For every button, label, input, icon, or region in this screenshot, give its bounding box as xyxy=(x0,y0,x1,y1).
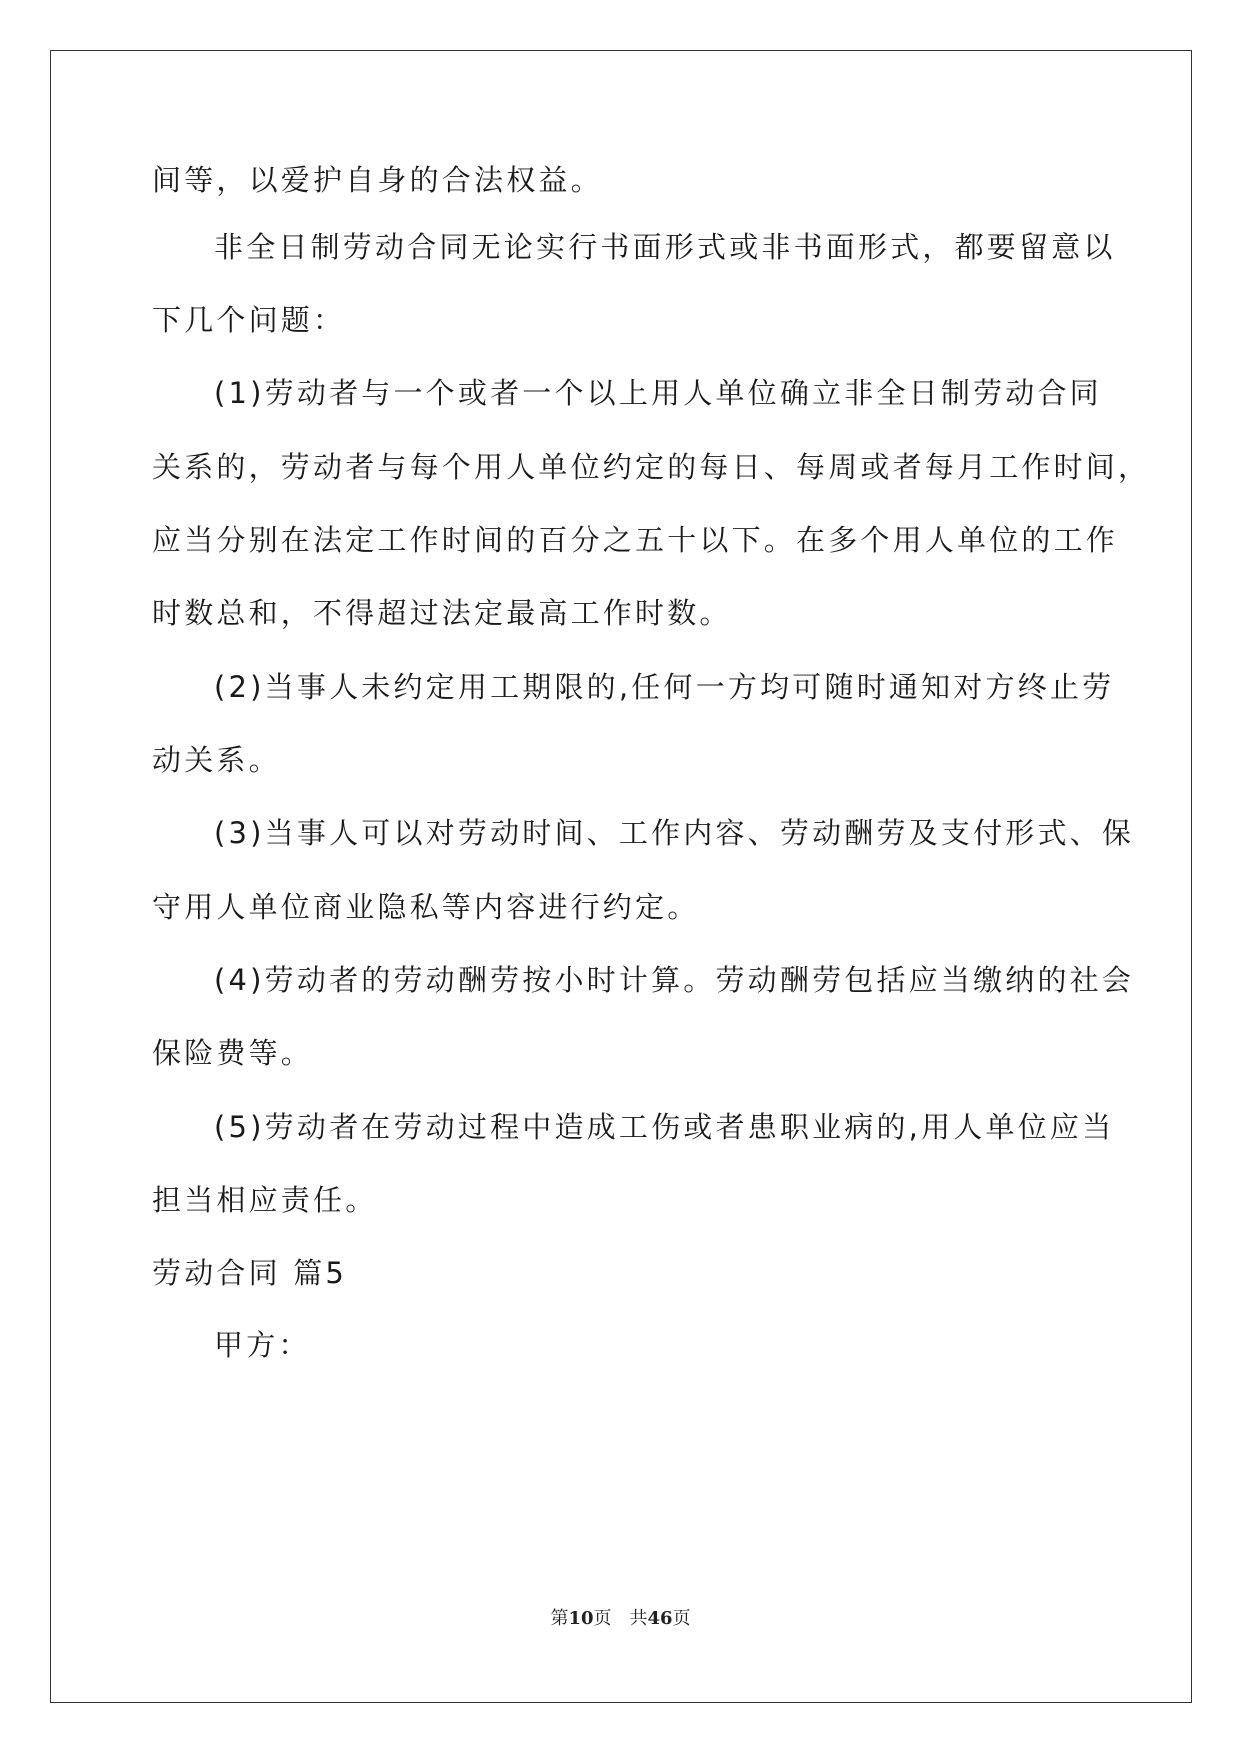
text-line: 担当相应责任。 xyxy=(152,1183,378,1217)
list-item-1-line: (1)劳动者与一个或者一个以上用人单位确立非全日制劳动合同 xyxy=(214,376,1102,410)
party-a-label: 甲方： xyxy=(214,1328,311,1362)
page-number: 10 xyxy=(568,1608,594,1629)
page-prefix: 第 xyxy=(550,1608,569,1629)
list-item-5-line: (5)劳动者在劳动过程中造成工伤或者患职业病的,用人单位应当 xyxy=(214,1110,1115,1144)
page-border xyxy=(50,50,1192,1703)
page-footer xyxy=(0,1604,1241,1630)
list-item-4-line: (4)劳动者的劳动酬劳按小时计算。劳动酬劳包括应当缴纳的社会 xyxy=(214,963,1135,997)
page-suffix: 页 xyxy=(593,1608,612,1629)
text-line: 时数总和，不得超过法定最高工作时数。 xyxy=(152,596,732,630)
text-line: 关系的，劳动者与每个用人单位约定的每日、每周或者每月工作时间， xyxy=(152,450,1151,484)
text-line: 守用人单位商业隐私等内容进行约定。 xyxy=(152,890,700,924)
text-line: 保险费等。 xyxy=(152,1036,314,1070)
total-prefix: 共 xyxy=(629,1608,648,1629)
text-line: 下几个问题： xyxy=(152,303,346,337)
text-line: 应当分别在法定工作时间的百分之五十以下。在多个用人单位的工作 xyxy=(152,523,1119,557)
text-line: 间等，以爱护自身的合法权益。 xyxy=(152,163,603,197)
section-heading: 劳动合同 篇5 xyxy=(152,1256,348,1290)
paragraph-first-line: 非全日制劳动合同无论实行书面形式或非书面形式，都要留意以 xyxy=(214,230,1116,264)
list-item-2-line: (2)当事人未约定用工期限的,任何一方均可随时通知对方终止劳 xyxy=(214,670,1115,704)
total-suffix: 页 xyxy=(672,1608,691,1629)
list-item-3-line: (3)当事人可以对劳动时间、工作内容、劳动酬劳及支付形式、保 xyxy=(214,816,1135,850)
text-line: 动关系。 xyxy=(152,743,281,777)
total-pages: 46 xyxy=(647,1608,673,1629)
